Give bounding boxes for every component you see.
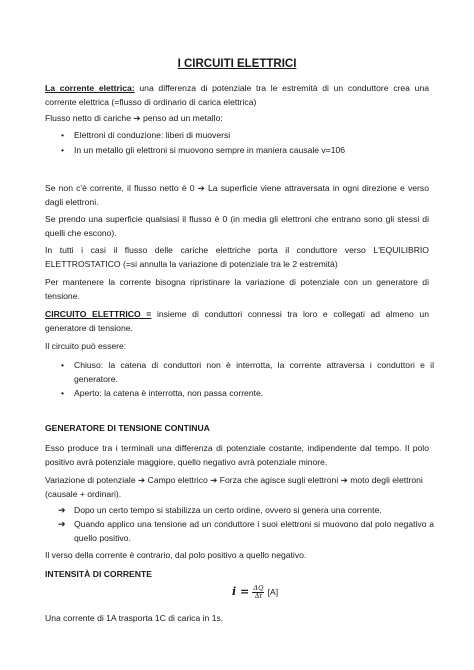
- current-formula: [232, 585, 278, 600]
- text-flusso-netto: Flusso netto di cariche: [45, 113, 131, 123]
- list-item: Aperto: la catena è interrotta, non passa corrente.: [74, 388, 264, 398]
- text-variazione: Variazione di potenziale: [45, 475, 136, 485]
- arrow-right-icon: ➔: [340, 475, 348, 485]
- paragraph-verso-corrente: Il verso della corrente è contrario, dal polo positivo a quello negativo.: [45, 550, 307, 560]
- paragraph-circuito-elettrico: [45, 307, 429, 335]
- bullet-icon: •: [61, 145, 65, 155]
- arrow-right-icon: ➔: [210, 475, 218, 485]
- term-corrente-elettrica: La corrente elettrica:: [45, 83, 135, 93]
- paragraph-ampere: Una corrente di 1A trasporta 1C di carica in 1s.: [45, 613, 224, 623]
- term-circuito-elettrico: CIRCUITO ELETTRICO =: [45, 309, 152, 319]
- arrow-right-icon: ➔: [197, 183, 205, 193]
- paragraph-circuito-essere: Il circuito può essere:: [45, 341, 127, 351]
- section-heading: GENERATORE DI TENSIONE CONTINUA: [45, 423, 210, 433]
- arrow-right-icon: ➔: [58, 519, 66, 529]
- formula-fraction: [252, 585, 264, 600]
- paragraph-flusso-netto: [45, 111, 429, 125]
- paragraph-mantenere-corrente: Per mantenere la corrente bisogna ripristinare la variazione di potenziale con un generatore di tensione.: [45, 277, 429, 301]
- list-item: Chiuso: la catena di conduttori non è interrotta, la corrente attraversa i conduttori e il generatore.: [74, 360, 434, 384]
- definition-text: insieme di conduttori connessi tra loro e collegati ad almeno un generatore di tensione.: [45, 309, 429, 333]
- paragraph-superficie: Se prendo una superficie qualsiasi il flusso è 0 (in media gli elettroni che entrano sono gli stessi di quelli che escono).: [45, 214, 429, 238]
- text-campo: Campo elettrico: [147, 475, 208, 485]
- arrow-right-icon: ➔: [58, 505, 66, 515]
- paragraph-equilibrio: In tutti i casi il flusso delle cariche elettriche porta il conduttore verso L'EQUILIBRIO ELETTROSTATICO (=si annulla la variazione di potenziale tra le 2 estremità): [45, 245, 429, 269]
- bullet-icon: •: [61, 388, 65, 398]
- text-forza: Forza che agisce sugli elettroni: [219, 475, 339, 485]
- definition-text: una differenza di potenziale tra le estremità di un conduttore crea una corrente elettrica (=flusso di ordinario di carica elettrica): [45, 83, 429, 107]
- list-item: In un metallo gli elettroni si muovono sempre in maniera causale v=106: [74, 145, 346, 155]
- text-moto: moto degli elettroni (causale + ordinari).: [45, 475, 423, 499]
- list-item: Dopo un certo tempo si stabilizza un certo ordine, ovvero si genera una corrente.: [74, 505, 382, 515]
- arrow-right-icon: ➔: [133, 113, 141, 123]
- list-item: Quando applico una tensione ad un conduttore i suoi elettroni si muovono dal polo negativo a quello positivo.: [74, 519, 434, 543]
- paragraph-corrente-elettrica: [45, 81, 429, 109]
- arrow-right-icon: ➔: [138, 475, 146, 485]
- page-title: I CIRCUITI ELETTRICI: [177, 58, 297, 70]
- section-heading: INTENSITÀ DI CORRENTE: [45, 569, 152, 579]
- bullet-icon: •: [61, 360, 65, 370]
- formula-unit: [A]: [267, 587, 279, 597]
- formula-lhs: i =: [232, 585, 250, 598]
- formula-numerator: ΔQ: [253, 584, 264, 592]
- bullet-icon: •: [61, 130, 65, 140]
- formula-denominator: Δt: [254, 592, 263, 600]
- paragraph-generatore: Esso produce tra i terminali una differenza di potenziale costante, indipendente dal tempo. Il polo positivo avrà potenziale maggiore, quello negativo avrà potenziale minore.: [45, 443, 429, 467]
- paragraph-variazione: [45, 473, 429, 501]
- text-metallo: penso ad un metallo:: [142, 113, 223, 123]
- text-no-corrente: Se non c'è corrente, il flusso netto è 0: [45, 183, 195, 193]
- text-superficie: La superficie viene attraversata in ogni direzione e verso dagli elettroni.: [45, 183, 429, 207]
- paragraph-no-corrente: [45, 181, 429, 209]
- list-item: Elettroni di conduzione: liberi di muoversi: [74, 130, 231, 140]
